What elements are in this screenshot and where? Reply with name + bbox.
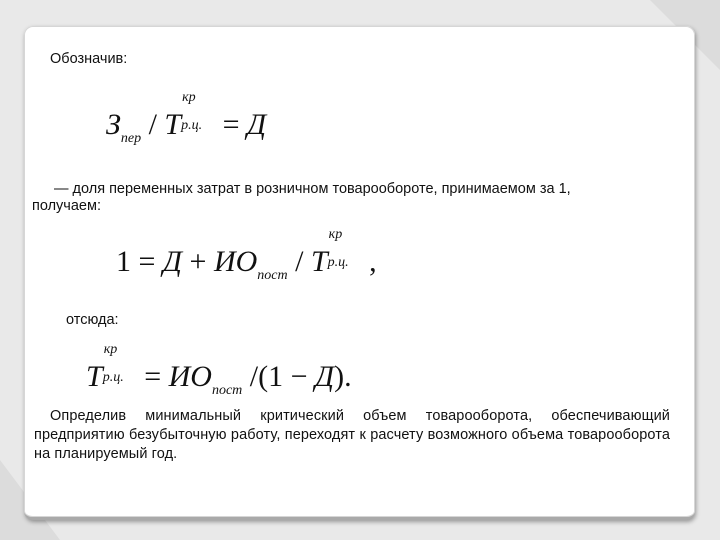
hence-text: отсюда: bbox=[66, 312, 119, 328]
formula-share-definition: Зпер / Т кр р.ц. = Д bbox=[106, 90, 267, 146]
intro-text: Обозначив: bbox=[50, 51, 128, 67]
formula-critical-turnover: Т кр р.ц. = ИОпост /(1 − Д). bbox=[86, 342, 352, 398]
dash-line-text: — доля переменных затрат в розничном товарообороте, принимаемом за 1, bbox=[54, 181, 571, 197]
slide-card bbox=[24, 26, 695, 520]
formula-balance: 1 = Д + ИОпост / Т кр р.ц. , bbox=[116, 227, 377, 283]
dash-line-text-2: получаем: bbox=[32, 198, 101, 214]
conclusion-paragraph: Определив минимальный критический объем товарооборота, обеспечивающий предприятию безубыточную работу, переходят к расчету возможного объема товарооборота на планируемый год. bbox=[34, 408, 670, 462]
